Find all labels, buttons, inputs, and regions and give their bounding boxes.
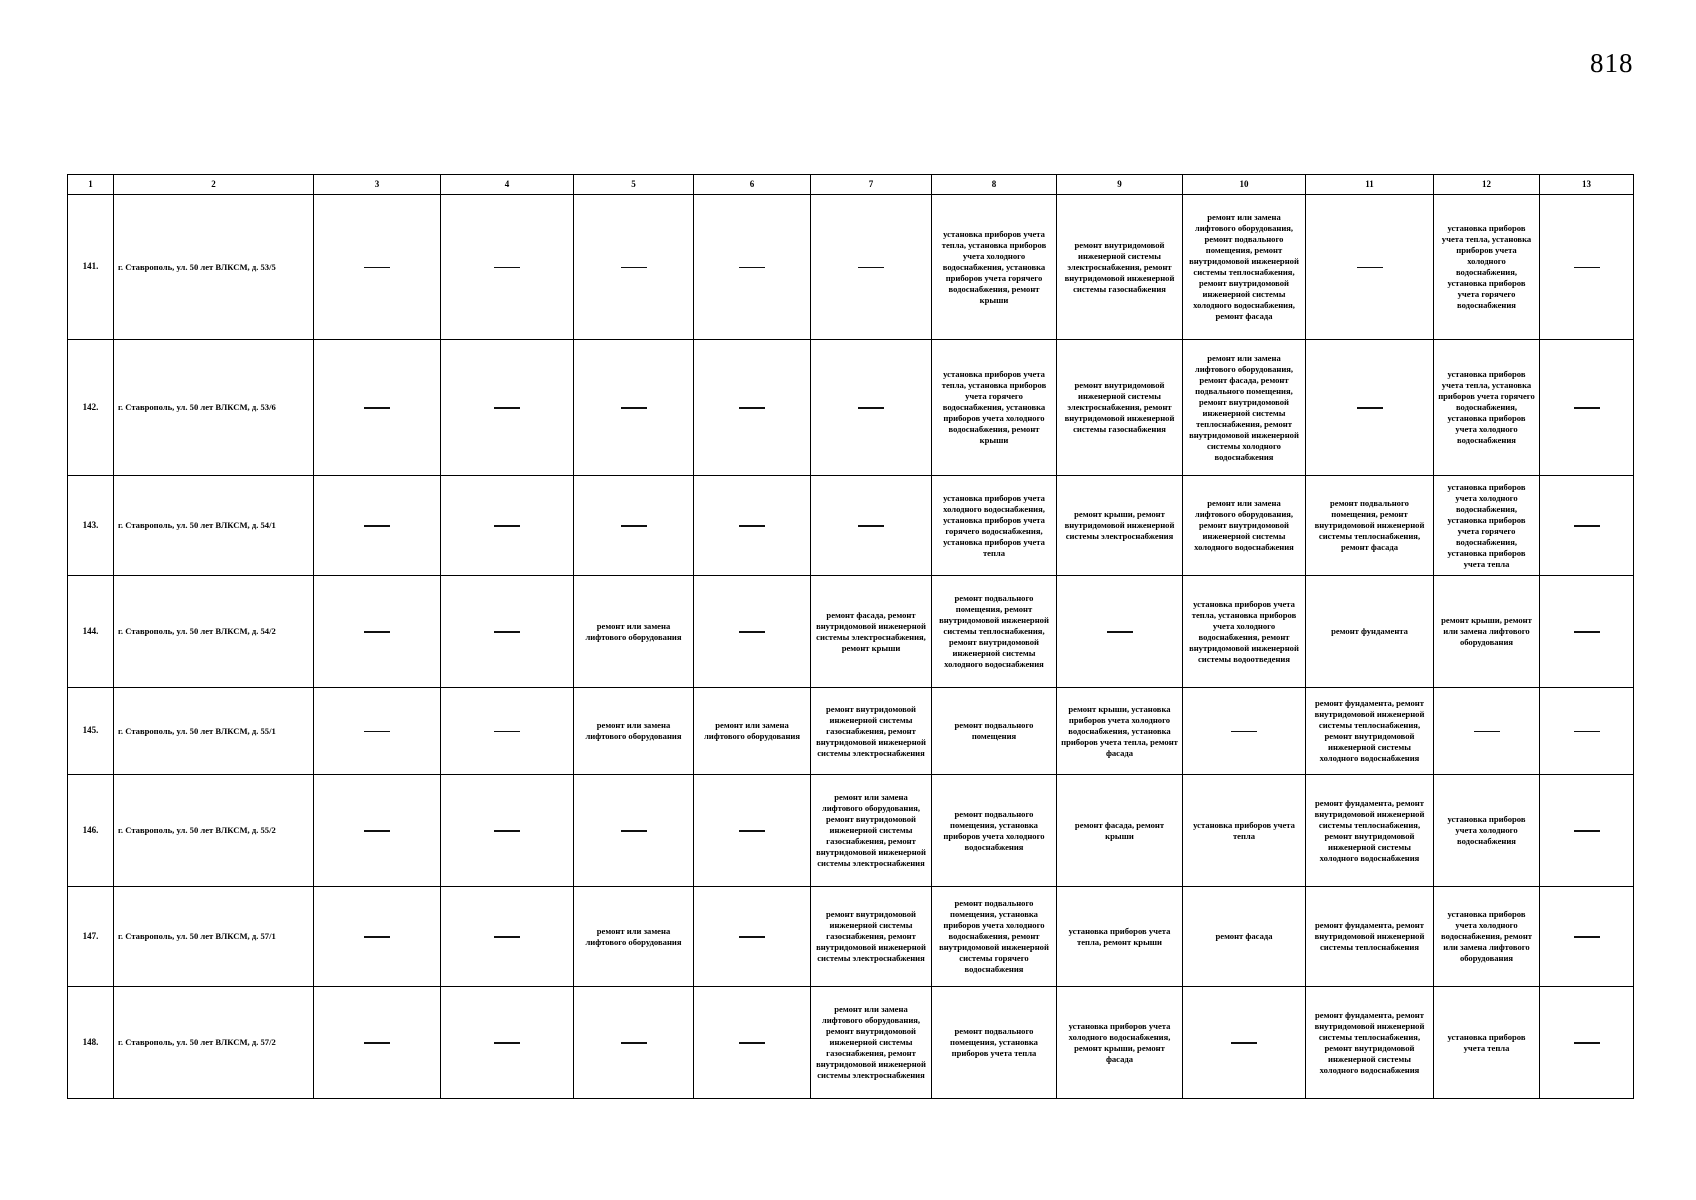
table-row xyxy=(68,775,1634,887)
dash-mark xyxy=(739,525,765,526)
empty-cell xyxy=(574,987,694,1099)
dash-mark xyxy=(494,525,520,526)
works-cell: установка приборов учета тепла, установка приборов учета холодного водоснабжения, установка приборов учета горячего водоснабжения xyxy=(1434,195,1540,340)
works-cell: установка приборов учета тепла, установка приборов учета холодного водоснабжения, ремонт внутридомовой инженерной системы водоотведения xyxy=(1183,576,1306,688)
column-number: 12 xyxy=(1434,175,1540,195)
works-cell: ремонт фасада, ремонт внутридомовой инженерной системы электроснабжения, ремонт крыши xyxy=(811,576,932,688)
row-number: 148. xyxy=(68,987,114,1099)
empty-cell xyxy=(314,576,441,688)
dash-mark xyxy=(739,267,765,268)
dash-mark xyxy=(494,631,520,632)
row-number: 142. xyxy=(68,340,114,476)
works-cell: ремонт фундамента, ремонт внутридомовой инженерной системы теплоснабжения, ремонт внутридомовой инженерной системы холодного водоснабжения xyxy=(1306,775,1434,887)
works-cell: установка приборов учета тепла xyxy=(1434,987,1540,1099)
empty-cell xyxy=(694,987,811,1099)
dash-mark xyxy=(1574,407,1600,408)
column-number-row xyxy=(68,175,1634,195)
empty-cell xyxy=(1183,688,1306,775)
empty-cell xyxy=(574,195,694,340)
works-cell: ремонт подвального помещения xyxy=(932,688,1057,775)
column-number: 4 xyxy=(441,175,574,195)
works-cell: установка приборов учета холодного водоснабжения xyxy=(1434,775,1540,887)
empty-cell xyxy=(574,340,694,476)
empty-cell xyxy=(1540,887,1634,987)
column-number: 10 xyxy=(1183,175,1306,195)
dash-mark xyxy=(494,731,520,732)
address-cell: г. Ставрополь, ул. 50 лет ВЛКСМ, д. 53/6 xyxy=(114,340,314,476)
dash-mark xyxy=(1357,407,1383,408)
works-cell: ремонт подвального помещения, установка приборов учета тепла xyxy=(932,987,1057,1099)
works-cell: установка приборов учета тепла, установка приборов учета горячего водоснабжения, установка приборов учета холодного водоснабжения xyxy=(1434,340,1540,476)
dash-mark xyxy=(739,1042,765,1043)
column-number: 8 xyxy=(932,175,1057,195)
works-cell: ремонт подвального помещения, ремонт внутридомовой инженерной системы теплоснабжения, ремонт внутридомовой инженерной системы холодного водоснабжения xyxy=(932,576,1057,688)
empty-cell xyxy=(1540,576,1634,688)
works-cell: ремонт крыши, установка приборов учета холодного водоснабжения, установка приборов учета тепла, ремонт фасада xyxy=(1057,688,1183,775)
works-cell: установка приборов учета холодного водоснабжения, установка приборов учета горячего водоснабжения, установка приборов учета тепла xyxy=(1434,476,1540,576)
dash-mark xyxy=(621,407,647,408)
works-cell: ремонт внутридомовой инженерной системы газоснабжения, ремонт внутридомовой инженерной системы электроснабжения xyxy=(811,887,932,987)
empty-cell xyxy=(694,576,811,688)
dash-mark xyxy=(1574,267,1600,268)
dash-mark xyxy=(1574,631,1600,632)
dash-mark xyxy=(1357,267,1383,268)
dash-mark xyxy=(364,731,390,732)
address-cell: г. Ставрополь, ул. 50 лет ВЛКСМ, д. 54/2 xyxy=(114,576,314,688)
column-number: 6 xyxy=(694,175,811,195)
dash-mark xyxy=(364,631,390,632)
column-number: 13 xyxy=(1540,175,1634,195)
works-cell: ремонт внутридомовой инженерной системы электроснабжения, ремонт внутридомовой инженерной системы газоснабжения xyxy=(1057,340,1183,476)
works-cell: установка приборов учета тепла, ремонт крыши xyxy=(1057,887,1183,987)
dash-mark xyxy=(1474,731,1500,732)
works-cell: ремонт внутридомовой инженерной системы электроснабжения, ремонт внутридомовой инженерной системы газоснабжения xyxy=(1057,195,1183,340)
empty-cell xyxy=(694,195,811,340)
column-number: 3 xyxy=(314,175,441,195)
row-number: 144. xyxy=(68,576,114,688)
works-cell: установка приборов учета тепла, установка приборов учета горячего водоснабжения, установка приборов учета холодного водоснабжения, ремонт крыши xyxy=(932,340,1057,476)
row-number: 146. xyxy=(68,775,114,887)
works-cell: ремонт подвального помещения, ремонт внутридомовой инженерной системы теплоснабжения, ремонт фасада xyxy=(1306,476,1434,576)
dash-mark xyxy=(494,407,520,408)
row-number: 145. xyxy=(68,688,114,775)
works-cell: ремонт или замена лифтового оборудования, ремонт внутридомовой инженерной системы газоснабжения, ремонт внутридомовой инженерной системы электроснабжения xyxy=(811,775,932,887)
table-row xyxy=(68,340,1634,476)
empty-cell xyxy=(1540,340,1634,476)
empty-cell xyxy=(1306,340,1434,476)
row-number: 147. xyxy=(68,887,114,987)
works-cell: ремонт или замена лифтового оборудования xyxy=(574,576,694,688)
dash-mark xyxy=(739,407,765,408)
empty-cell xyxy=(1540,775,1634,887)
empty-cell xyxy=(1540,476,1634,576)
page-number: 818 xyxy=(1590,48,1634,78)
works-cell: ремонт внутридомовой инженерной системы газоснабжения, ремонт внутридомовой инженерной системы электроснабжения xyxy=(811,688,932,775)
empty-cell xyxy=(1183,987,1306,1099)
table-row xyxy=(68,987,1634,1099)
address-cell: г. Ставрополь, ул. 50 лет ВЛКСМ, д. 54/1 xyxy=(114,476,314,576)
works-cell: ремонт подвального помещения, установка приборов учета холодного водоснабжения, ремонт внутридомовой инженерной системы горячего водоснабжения xyxy=(932,887,1057,987)
empty-cell xyxy=(441,195,574,340)
dash-mark xyxy=(494,936,520,937)
works-cell: ремонт крыши, ремонт внутридомовой инженерной системы электроснабжения xyxy=(1057,476,1183,576)
works-cell: установка приборов учета тепла xyxy=(1183,775,1306,887)
column-number: 2 xyxy=(114,175,314,195)
empty-cell xyxy=(441,576,574,688)
dash-mark xyxy=(739,631,765,632)
empty-cell xyxy=(314,688,441,775)
works-cell: ремонт фундамента xyxy=(1306,576,1434,688)
empty-cell xyxy=(314,195,441,340)
works-table xyxy=(67,174,1634,1099)
empty-cell xyxy=(1306,195,1434,340)
address-cell: г. Ставрополь, ул. 50 лет ВЛКСМ, д. 53/5 xyxy=(114,195,314,340)
works-cell: ремонт или замена лифтового оборудования xyxy=(574,688,694,775)
table-row xyxy=(68,476,1634,576)
dash-mark xyxy=(1231,1042,1257,1043)
column-number: 9 xyxy=(1057,175,1183,195)
empty-cell xyxy=(1057,576,1183,688)
empty-cell xyxy=(694,340,811,476)
dash-mark xyxy=(621,1042,647,1043)
dash-mark xyxy=(621,525,647,526)
empty-cell xyxy=(314,775,441,887)
address-cell: г. Ставрополь, ул. 50 лет ВЛКСМ, д. 55/1 xyxy=(114,688,314,775)
empty-cell xyxy=(441,476,574,576)
works-cell: ремонт фундамента, ремонт внутридомовой инженерной системы теплоснабжения xyxy=(1306,887,1434,987)
dash-mark xyxy=(858,407,884,408)
dash-mark xyxy=(1574,830,1600,831)
works-cell: ремонт или замена лифтового оборудования, ремонт внутридомовой инженерной системы холодного водоснабжения xyxy=(1183,476,1306,576)
empty-cell xyxy=(441,987,574,1099)
dash-mark xyxy=(858,267,884,268)
empty-cell xyxy=(314,340,441,476)
dash-mark xyxy=(858,525,884,526)
works-cell: ремонт фундамента, ремонт внутридомовой инженерной системы теплоснабжения, ремонт внутридомовой инженерной системы холодного водоснабжения xyxy=(1306,688,1434,775)
table-row xyxy=(68,195,1634,340)
column-number: 7 xyxy=(811,175,932,195)
column-number: 11 xyxy=(1306,175,1434,195)
empty-cell xyxy=(574,476,694,576)
empty-cell xyxy=(694,476,811,576)
works-cell: ремонт подвального помещения, установка приборов учета холодного водоснабжения xyxy=(932,775,1057,887)
dash-mark xyxy=(364,1042,390,1043)
table-row xyxy=(68,887,1634,987)
works-cell: ремонт или замена лифтового оборудования xyxy=(694,688,811,775)
works-cell: ремонт фасада xyxy=(1183,887,1306,987)
row-number: 143. xyxy=(68,476,114,576)
dash-mark xyxy=(364,830,390,831)
empty-cell xyxy=(314,987,441,1099)
empty-cell xyxy=(1434,688,1540,775)
column-number: 1 xyxy=(68,175,114,195)
dash-mark xyxy=(1574,731,1600,732)
works-cell: установка приборов учета холодного водоснабжения, ремонт крыши, ремонт фасада xyxy=(1057,987,1183,1099)
empty-cell xyxy=(694,887,811,987)
empty-cell xyxy=(1540,195,1634,340)
address-cell: г. Ставрополь, ул. 50 лет ВЛКСМ, д. 55/2 xyxy=(114,775,314,887)
column-number: 5 xyxy=(574,175,694,195)
row-number: 141. xyxy=(68,195,114,340)
dash-mark xyxy=(621,830,647,831)
works-cell: ремонт или замена лифтового оборудования, ремонт фасада, ремонт подвального помещения, ремонт внутридомовой инженерной системы теплоснабжения, ремонт внутридомовой инженерной системы холодного водоснабжения xyxy=(1183,340,1306,476)
dash-mark xyxy=(494,830,520,831)
empty-cell xyxy=(441,887,574,987)
empty-cell xyxy=(314,476,441,576)
dash-mark xyxy=(1574,936,1600,937)
dash-mark xyxy=(739,830,765,831)
empty-cell xyxy=(574,775,694,887)
works-cell: ремонт или замена лифтового оборудования xyxy=(574,887,694,987)
empty-cell xyxy=(441,688,574,775)
empty-cell xyxy=(441,775,574,887)
empty-cell xyxy=(811,476,932,576)
dash-mark xyxy=(364,407,390,408)
empty-cell xyxy=(811,195,932,340)
dash-mark xyxy=(364,267,390,268)
works-cell: ремонт или замена лифтового оборудования, ремонт подвального помещения, ремонт внутридомовой инженерной системы теплоснабжения, ремонт внутридомовой инженерной системы холодного водоснабжения, ремонт фасада xyxy=(1183,195,1306,340)
dash-mark xyxy=(364,936,390,937)
works-cell: ремонт фасада, ремонт крыши xyxy=(1057,775,1183,887)
empty-cell xyxy=(811,340,932,476)
works-cell: установка приборов учета холодного водоснабжения, установка приборов учета горячего водоснабжения, установка приборов учета тепла xyxy=(932,476,1057,576)
dash-mark xyxy=(364,525,390,526)
empty-cell xyxy=(694,775,811,887)
address-cell: г. Ставрополь, ул. 50 лет ВЛКСМ, д. 57/1 xyxy=(114,887,314,987)
empty-cell xyxy=(1540,688,1634,775)
works-cell: установка приборов учета тепла, установка приборов учета холодного водоснабжения, установка приборов учета горячего водоснабжения, ремонт крыши xyxy=(932,195,1057,340)
dash-mark xyxy=(494,267,520,268)
works-cell: ремонт крыши, ремонт или замена лифтового оборудования xyxy=(1434,576,1540,688)
address-cell: г. Ставрополь, ул. 50 лет ВЛКСМ, д. 57/2 xyxy=(114,987,314,1099)
works-cell: ремонт или замена лифтового оборудования, ремонт внутридомовой инженерной системы газоснабжения, ремонт внутридомовой инженерной системы электроснабжения xyxy=(811,987,932,1099)
empty-cell xyxy=(1540,987,1634,1099)
empty-cell xyxy=(314,887,441,987)
dash-mark xyxy=(739,936,765,937)
dash-mark xyxy=(621,267,647,268)
dash-mark xyxy=(1107,631,1133,632)
dash-mark xyxy=(1231,731,1257,732)
dash-mark xyxy=(1574,525,1600,526)
dash-mark xyxy=(494,1042,520,1043)
table-row xyxy=(68,688,1634,775)
works-cell: ремонт фундамента, ремонт внутридомовой инженерной системы теплоснабжения, ремонт внутридомовой инженерной системы холодного водоснабжения xyxy=(1306,987,1434,1099)
table-row xyxy=(68,576,1634,688)
works-cell: установка приборов учета холодного водоснабжения, ремонт или замена лифтового оборудования xyxy=(1434,887,1540,987)
empty-cell xyxy=(441,340,574,476)
dash-mark xyxy=(1574,1042,1600,1043)
